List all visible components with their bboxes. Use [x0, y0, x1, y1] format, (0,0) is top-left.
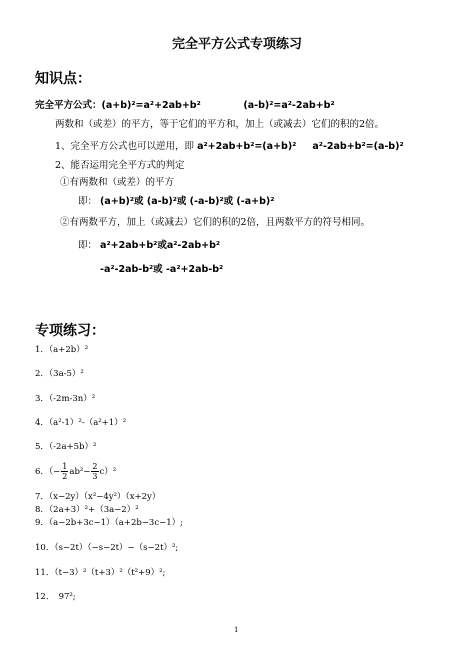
note-reverse-text: 1、完全平方公式也可以逆用，即: [55, 141, 195, 152]
case-two: ②有两数平方，加上（或减去）它们的积的2倍，且两数平方的符号相同。: [60, 217, 371, 228]
case-two-example-2: -a²-2ab-b²或 -a²+2ab-b²: [100, 264, 224, 275]
case-two-example-formula-1: a²+2ab+b²或a²-2ab+b²: [100, 240, 221, 251]
case-two-example-1: [78, 237, 220, 251]
exercise-item-2: 2．（3a-5）²: [35, 369, 84, 379]
exercise-item-8: 8．（2a+3）²+（3a−2）²: [35, 505, 139, 515]
exercise-item-10: 10．（s−2t）（−s−2t）−（s−2t）²;: [35, 543, 179, 553]
fraction-1-numerator: 1: [62, 462, 68, 471]
note-reverse-formula-2: a²-2ab+b²=(a-b)²: [312, 141, 404, 152]
case-one-example: [78, 193, 274, 207]
note-reverse-use: [55, 138, 404, 152]
exercise-item-1: 1．（a+2b）²: [35, 345, 89, 355]
formula-diff-square: (a-b)²=a²-2ab+b²: [243, 100, 335, 111]
exercise-item-7: 7．（x−2y）（x²−4y²）（x+2y）: [35, 492, 161, 502]
fraction-2-denominator: 3: [92, 472, 98, 481]
exercise-item-6: [35, 462, 116, 481]
case-one-example-label: 即：: [78, 196, 98, 207]
case-two-example-label: 即：: [78, 240, 98, 251]
fraction-1-denominator: 2: [62, 472, 68, 481]
exercise-item-3: 3．（-2m-3n）²: [35, 394, 96, 404]
page-title: 完全平方公式专项练习: [171, 37, 302, 52]
formula-sum-square: (a+b)²=a²+2ab+b²: [101, 100, 201, 111]
knowledge-heading: 知识点：: [35, 71, 91, 87]
exercise-6-prefix: 6．（−: [35, 467, 61, 477]
formula-description: 两数和（或差）的平方，等于它们的平方和，加上（或减去）它们的积的2倍。: [55, 119, 385, 130]
fraction-2-numerator: 2: [92, 462, 98, 471]
exercise-item-9: 9．（a−2b+3c−1）（a+2b−3c−1）;: [35, 518, 183, 528]
exercise-item-12: 12． 97²;: [35, 592, 76, 602]
note-criteria: 2、能否运用完全平方式的判定: [55, 160, 185, 171]
page-number: 1: [234, 626, 239, 634]
note-reverse-formula-1: a²+2ab+b²=(a+b)²: [197, 141, 297, 152]
exercise-6-fraction-1: [61, 462, 68, 481]
exercise-item-11: 11．（t−3）²（t+3）²（t²+9）²;: [35, 568, 166, 578]
exercise-item-5: 5．（-2a+5b）²: [35, 442, 97, 452]
case-one: ①有两数和（或差）的平方: [60, 177, 175, 188]
exercise-6-fraction-2: [91, 462, 98, 481]
formula-label: 完全平方公式：: [35, 100, 102, 111]
exercise-6-tail: c）²: [99, 467, 117, 477]
formula-line: [35, 97, 335, 111]
exercise-6-middle: ab²−: [69, 467, 91, 477]
exercises-heading: 专项练习：: [35, 323, 105, 339]
exercise-item-4: 4．（a²-1）²-（a²+1）²: [35, 418, 127, 428]
case-one-example-formula: (a+b)²或 (a-b)²或 (-a-b)²或 (-a+b)²: [100, 196, 275, 207]
